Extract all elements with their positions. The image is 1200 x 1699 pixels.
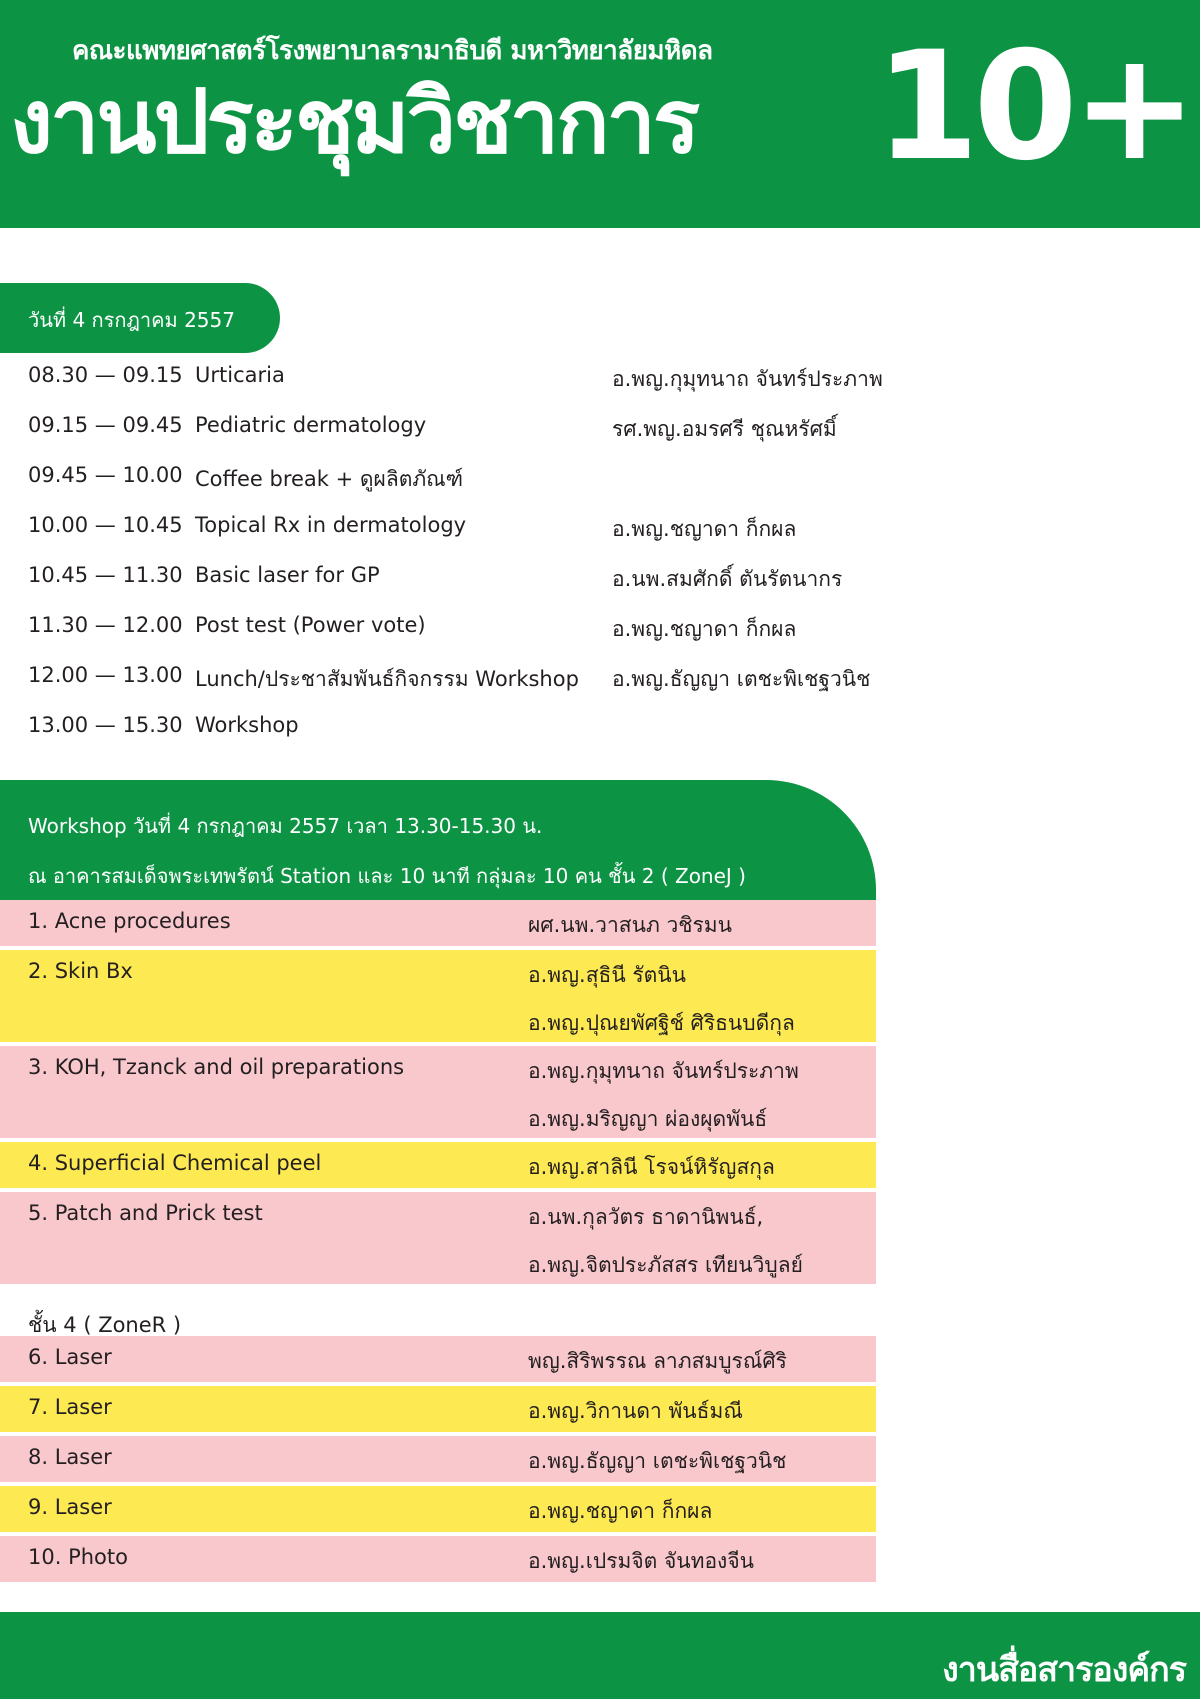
- schedule-speaker: อ.พญ.กุมุทนาถ จันทร์ประภาพ: [612, 367, 883, 391]
- schedule-row: [0, 353, 1000, 403]
- footer-text: งานสื่อสารองค์กร: [942, 1650, 1186, 1690]
- schedule-time: 10.00 — 10.45: [28, 513, 183, 537]
- schedule-topic: Coffee break + ดูผลิตภัณฑ์: [195, 467, 464, 491]
- station-instructor: อ.พญ.สาลินี โรจน์หิรัญสกุล: [528, 1155, 775, 1179]
- station-instructor: อ.พญ.สุธินี รัตนิน: [528, 963, 686, 987]
- schedule-topic: Post test (Power vote): [195, 613, 426, 637]
- workshop-stations: [0, 900, 876, 1586]
- station-label: 3. KOH, Tzanck and oil preparations: [28, 1055, 405, 1079]
- station-row: [0, 900, 876, 946]
- station-label: 10. Photo: [28, 1545, 128, 1569]
- schedule-row: [0, 603, 1000, 653]
- schedule-time: 09.15 — 09.45: [28, 413, 183, 437]
- station-row: [0, 1142, 876, 1188]
- schedule-time: 10.45 — 11.30: [28, 563, 183, 587]
- station-row: [0, 950, 876, 1042]
- workshop-venue-line: ณ อาคารสมเด็จพระเทพรัตน์ Station และ 10 นาที กลุ่มละ 10 คน ชั้น 2 ( ZoneJ ): [28, 864, 746, 888]
- schedule-speaker: อ.นพ.สมศักดิ์ ตันรัตนากร: [612, 567, 843, 591]
- station-row: [0, 1386, 876, 1432]
- station-label: 1. Acne procedures: [28, 909, 231, 933]
- station-instructor: พญ.สิริพรรณ ลาภสมบูรณ์ศิริ: [528, 1349, 787, 1373]
- schedule-topic: Workshop: [195, 713, 299, 737]
- header-banner: [0, 0, 1200, 228]
- station-instructor: ผศ.นพ.วาสนภ วชิรมน: [528, 913, 732, 937]
- schedule-time: 11.30 — 12.00: [28, 613, 183, 637]
- schedule-speaker: รศ.พญ.อมรศรี ชุณหรัศมิ์: [612, 417, 837, 441]
- event-badge: 10+: [875, 20, 1192, 194]
- schedule-row: [0, 703, 1000, 753]
- schedule-topic: Topical Rx in dermatology: [195, 513, 467, 537]
- station-label: 7. Laser: [28, 1395, 112, 1419]
- footer-banner: [0, 1612, 1200, 1699]
- date-tab: [0, 283, 280, 353]
- schedule-time: 12.00 — 13.00: [28, 663, 183, 687]
- station-row: [0, 1192, 876, 1284]
- workshop-date-line: Workshop วันที่ 4 กรกฎาคม 2557 เวลา 13.30-15.30 น.: [28, 814, 543, 838]
- station-label: 4. Superficial Chemical peel: [28, 1151, 322, 1175]
- schedule-row: [0, 403, 1000, 453]
- station-row: [0, 1436, 876, 1482]
- station-instructor: อ.พญ.ปุณยพัศฐิช์ ศิริธนบดีกุล: [528, 1011, 795, 1035]
- station-label: 2. Skin Bx: [28, 959, 133, 983]
- schedule-time: 08.30 — 09.15: [28, 363, 183, 387]
- schedule-row: [0, 453, 1000, 503]
- station-row: [0, 1486, 876, 1532]
- station-instructor: อ.พญ.กุมุทนาถ จันทร์ประภาพ: [528, 1059, 799, 1083]
- station-instructor: อ.พญ.มริญญา ผ่องผุดพันธ์: [528, 1107, 768, 1131]
- station-instructor: อ.พญ.ธัญญา เตชะพิเชฐวนิช: [528, 1449, 787, 1473]
- workshop-banner: [0, 780, 876, 900]
- schedule-row: [0, 653, 1000, 703]
- faculty-name: คณะแพทยศาสตร์โรงพยาบาลรามาธิบดี มหาวิทยาลัยมหิดล: [72, 36, 713, 66]
- schedule-topic: Pediatric dermatology: [195, 413, 427, 437]
- station-label: 8. Laser: [28, 1445, 112, 1469]
- station-instructor: อ.พญ.วิกานดา พันธ์มณี: [528, 1399, 743, 1423]
- station-row: [0, 1336, 876, 1382]
- schedule-row: [0, 553, 1000, 603]
- station-label: 9. Laser: [28, 1495, 112, 1519]
- station-row: [0, 1046, 876, 1138]
- schedule-time: 13.00 — 15.30: [28, 713, 183, 737]
- schedule-list: [0, 353, 1000, 753]
- schedule-topic: Lunch/ประชาสัมพันธ์กิจกรรม Workshop: [195, 667, 579, 691]
- station-label: 6. Laser: [28, 1345, 112, 1369]
- event-title: งานประชุมวิชาการ: [10, 70, 698, 173]
- schedule-topic: Basic laser for GP: [195, 563, 380, 587]
- schedule-row: [0, 503, 1000, 553]
- schedule-speaker: อ.พญ.ธัญญา เตชะพิเชฐวนิช: [612, 667, 871, 691]
- station-row: [0, 1536, 876, 1582]
- schedule-time: 09.45 — 10.00: [28, 463, 183, 487]
- schedule-speaker: อ.พญ.ชญาดา ก็กผล: [612, 617, 797, 641]
- station-instructor: อ.พญ.จิตประภัสสร เทียนวิบูลย์: [528, 1253, 803, 1277]
- date-label: วันที่ 4 กรกฎาคม 2557: [28, 308, 235, 332]
- station-instructor: อ.นพ.กุลวัตร ธาดานิพนธ์,: [528, 1205, 764, 1229]
- station-instructor: อ.พญ.ชญาดา ก็กผล: [528, 1499, 713, 1523]
- station-label: 5. Patch and Prick test: [28, 1201, 263, 1225]
- station-instructor: อ.พญ.เปรมจิต จันทองจีน: [528, 1549, 754, 1573]
- floor-4-label: ชั้น 4 ( ZoneR ): [28, 1313, 182, 1337]
- schedule-speaker: อ.พญ.ชญาดา ก็กผล: [612, 517, 797, 541]
- schedule-topic: Urticaria: [195, 363, 285, 387]
